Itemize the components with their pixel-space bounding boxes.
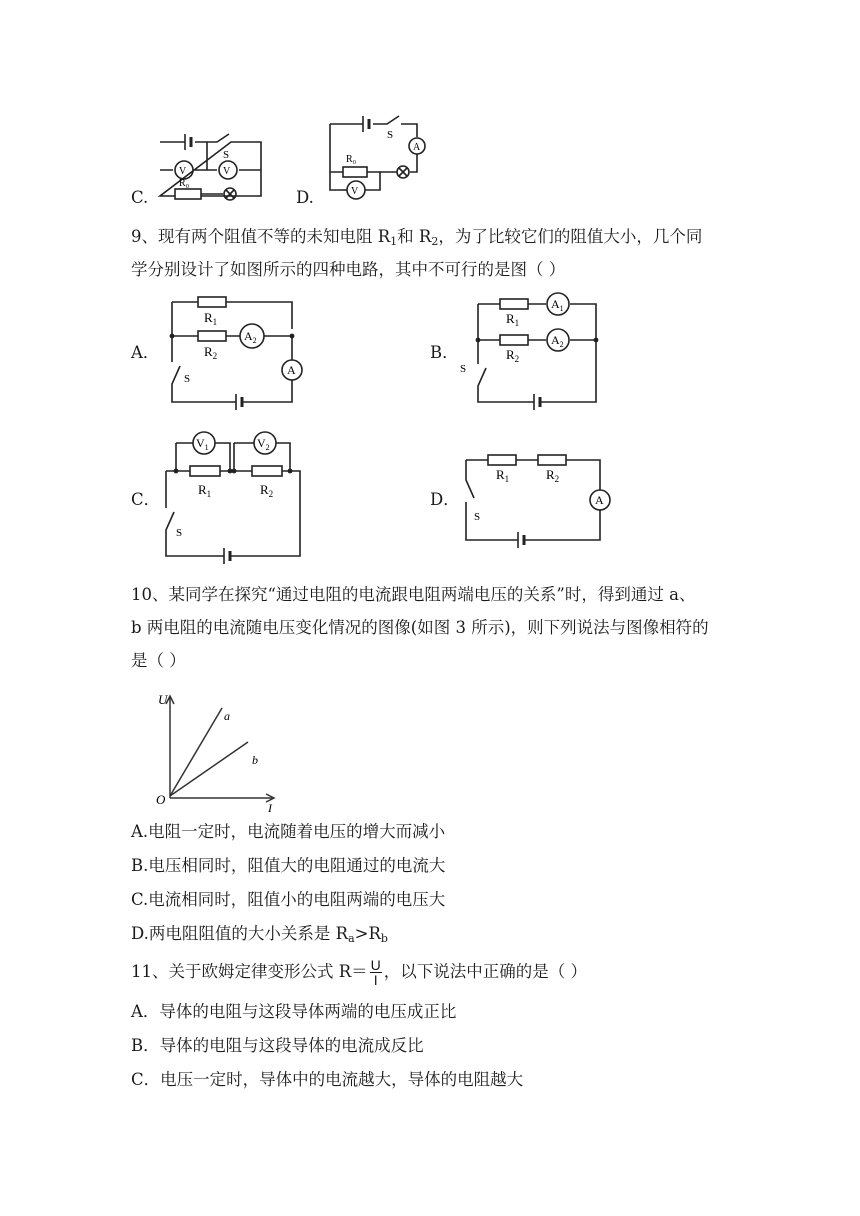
q9-c-r2: $R_2$ xyxy=(260,482,274,499)
q10-option-c: C.电流相同时，阻值小的电阻两端的电压大 xyxy=(131,890,446,909)
q10-option-d: D.两电阻阻值的大小关系是 $R_a>R_b$ xyxy=(131,924,388,945)
q9-b-ammeter-a2: $A_2$ xyxy=(551,333,564,349)
q8-d-s-label: S xyxy=(387,129,394,141)
q10-graph-origin-label: O xyxy=(156,792,166,807)
q10-stem-line1: 10、某同学在探究“通过电阻的电流跟电阻两端电压的关系”时，得到通过 a、 xyxy=(131,585,696,604)
q8-option-c-label: C. xyxy=(131,188,149,207)
q8-d-r0-label: R₀ xyxy=(346,154,357,165)
q8-d-voltmeter: V xyxy=(351,186,359,197)
q10-stem-line3: 是（ ） xyxy=(131,651,186,670)
q8-circuit-c-diagram xyxy=(155,128,270,200)
q9-c-r1: $R_1$ xyxy=(198,482,212,499)
q9-option-c-label: C． xyxy=(131,490,161,509)
q9-d-switch-s: S xyxy=(474,511,481,523)
q11-option-c: C．电压一定时，导体中的电流越大，导体的电阻越大 xyxy=(131,1070,524,1089)
q9-a-switch-s: S xyxy=(184,373,191,385)
q9-c-voltmeter-v2: $V_2$ xyxy=(257,436,270,452)
q10-graph-line-b-label: b xyxy=(252,753,258,767)
q9-c-voltmeter-v1: $V_1$ xyxy=(196,436,209,452)
q8-circuit-d-diagram xyxy=(325,112,430,202)
q8-c-v2: V xyxy=(223,166,231,177)
q8-d-ammeter: A xyxy=(413,142,421,153)
q9-a-ammeter-a: A xyxy=(287,363,296,377)
q10-graph-x-axis-label: I xyxy=(268,801,272,815)
q8-c-s-label: S xyxy=(223,149,230,161)
q10-ui-graph xyxy=(152,686,282,816)
q10-graph-line-a-label: a xyxy=(224,709,230,723)
q9-option-a-label: A． xyxy=(131,343,160,362)
q9-a-r2: $R_2$ xyxy=(204,344,218,361)
q9-circuit-d-diagram xyxy=(458,448,618,548)
q9-b-switch-s: S xyxy=(460,363,467,375)
q9-b-ammeter-a1: $A_1$ xyxy=(551,297,564,313)
q9-b-r2: $R_2$ xyxy=(506,347,520,364)
q9-stem-line1: 9、现有两个阻值不等的未知电阻 $R_1$和 $R_2$，为了比较它们的阻值大小，几个同 xyxy=(131,227,703,248)
q9-c-switch-s: S xyxy=(176,527,183,539)
q11-formula-fraction: $\frac{U}{I}$ xyxy=(370,957,381,988)
q9-a-ammeter-a2: $A_2$ xyxy=(244,329,257,345)
q10-stem-line2: b 两电阻的电流随电压变化情况的图像(如图 3 所示)，则下列说法与图像相符的 xyxy=(131,618,709,637)
q9-option-b-label: B． xyxy=(430,343,459,362)
q8-option-d-label: D. xyxy=(296,188,314,207)
q11-option-b: B．导体的电阻与这段导体的电流成反比 xyxy=(131,1036,424,1055)
q8-c-r0-label: R₀ xyxy=(179,178,190,189)
q11-option-a: A．导体的电阻与这段导体两端的电压成正比 xyxy=(131,1002,457,1021)
q9-option-d-label: D． xyxy=(430,490,460,509)
q9-d-r2: $R_2$ xyxy=(546,467,560,484)
q9-circuit-c-diagram xyxy=(158,428,308,563)
q9-d-ammeter-a: A xyxy=(595,493,604,507)
q9-circuit-a-diagram xyxy=(160,292,310,412)
q9-b-r1: $R_1$ xyxy=(506,311,520,328)
q8-c-v1: V xyxy=(179,166,187,177)
q9-circuit-b-diagram xyxy=(458,290,608,410)
q9-stem-line2: 学分别设计了如图所示的四种电路，其中不可行的是图（ ） xyxy=(131,260,566,279)
q11-stem: 11、关于欧姆定律变形公式 R＝ $\frac{U}{I}$ ，以下说法中正确的是（ ） xyxy=(131,957,588,988)
q10-option-a: A.电阻一定时，电流随着电压的增大而减小 xyxy=(131,822,446,841)
q10-option-b: B.电压相同时，阻值大的电阻通过的电流大 xyxy=(131,856,446,875)
q10-graph-y-axis-label: U xyxy=(158,692,168,707)
q9-a-r1: $R_1$ xyxy=(204,310,218,327)
q9-d-r1: $R_1$ xyxy=(496,467,510,484)
